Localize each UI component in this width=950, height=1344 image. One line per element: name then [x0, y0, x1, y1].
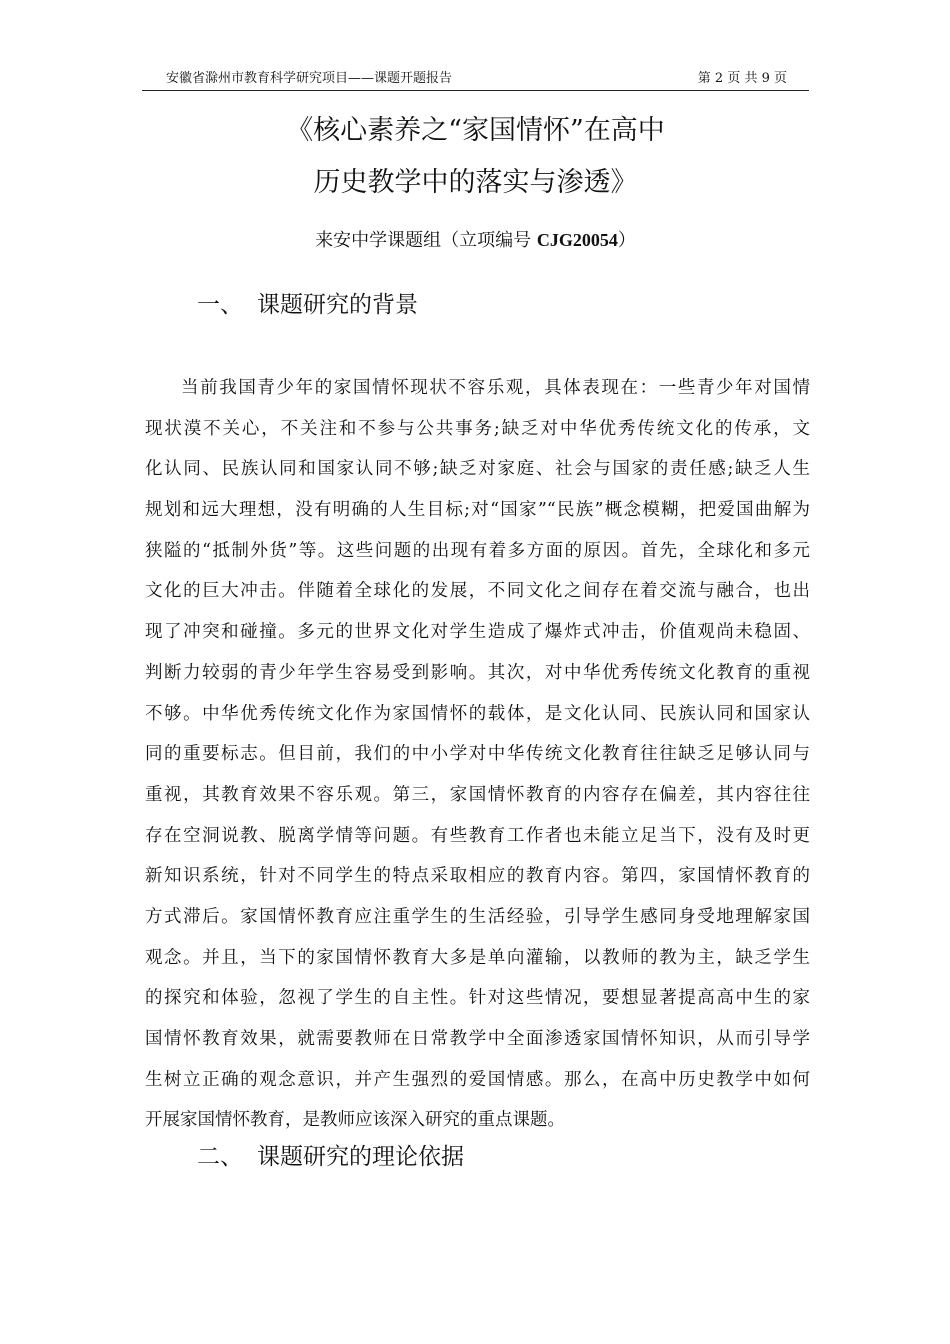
header-page-number: 第 2 页 共 9 页: [697, 71, 787, 86]
page-header: [142, 70, 809, 91]
subtitle-project-code: CJG20054: [536, 230, 618, 250]
paragraph-line: 的探究和体验，忽视了学生的自主性。针对这些情况，要想显著提高高中生的家: [145, 988, 810, 1009]
section-title: 课题研究的理论依据: [257, 1144, 464, 1170]
paragraph-line: 当前我国青少年的家国情怀现状不容乐观，具体表现在：一些青少年对国情: [181, 378, 810, 398]
paragraph-line: 生树立正确的观念意识，并产生强烈的爱国情感。那么，在高中历史教学中如何: [145, 1069, 810, 1090]
paragraph-line: 同的重要标志。但目前，我们的中小学对中华传统文化教育往往缺乏足够认同与: [145, 744, 810, 765]
paragraph-line: 文化的巨大冲击。伴随着全球化的发展，不同文化之间存在着交流与融合，也出: [145, 581, 810, 602]
background-paragraph: [145, 368, 810, 1141]
paragraph-line: 化认同、民族认同和国家认同不够;缺乏对家庭、社会与国家的责任感;缺乏人生: [145, 459, 810, 480]
paragraph-line: 国情怀教育效果，就需要教师在日常教学中全面渗透家国情怀知识，从而引导学: [145, 1029, 810, 1049]
paragraph-line: 重视，其教育效果不容乐观。第三，家国情怀教育的内容存在偏差，其内容往往: [145, 784, 810, 805]
paragraph-line: 方式滞后。家国情怀教育应注重学生的生活经验，引导学生感同身受地理解家国: [145, 906, 810, 927]
paragraph-line: 现状漠不关心，不关注和不参与公共事务;缺乏对中华优秀传统文化的传承，文: [145, 418, 810, 439]
section-title: 课题研究的背景: [257, 292, 418, 318]
document-title-line-2: 历史教学中的落实与渗透》: [313, 167, 638, 198]
document-title-line-1: 《核心素养之“家国情怀”在高中: [286, 115, 665, 146]
subtitle-prefix: 来安中学课题组（立项编号: [315, 230, 537, 251]
section-heading-theory: [197, 1142, 464, 1172]
header-project-label: 安徽省滁州市教育科学研究项目——课题开题报告: [166, 71, 453, 86]
paragraph-line: 新知识系统，针对不同学生的特点采取相应的教育内容。第四，家国情怀教育的: [145, 866, 810, 887]
paragraph-line: 规划和远大理想，没有明确的人生目标;对“国家”“民族”概念模糊，把爱国曲解为: [145, 500, 810, 521]
paragraph-line: 不够。中华优秀传统文化作为家国情怀的载体，是文化认同、民族认同和国家认: [145, 703, 810, 724]
paragraph-line: 存在空洞说教、脱离学情等问题。有些教育工作者也未能立足当下，没有及时更: [145, 825, 810, 846]
paragraph-line: 判断力较弱的青少年学生容易受到影响。其次，对中华优秀传统文化教育的重视: [145, 662, 810, 683]
paragraph-line: 狭隘的“抵制外货”等。这些问题的出现有着多方面的原因。首先，全球化和多元: [145, 540, 810, 561]
paragraph-line: 现了冲突和碰撞。多元的世界文化对学生造成了爆炸式冲击，价值观尚未稳固、: [145, 622, 810, 643]
document-subtitle: [142, 227, 809, 254]
paragraph-line: 开展家国情怀教育，是教师应该深入研究的重点课题。: [145, 1110, 565, 1131]
section-number: 一、: [197, 292, 243, 318]
section-heading-background: [197, 290, 418, 320]
subtitle-suffix: ）: [617, 230, 636, 251]
section-number: 二、: [197, 1144, 243, 1170]
paragraph-line: 观念。并且，当下的家国情怀教育大多是单向灌输，以教师的教为主，缺乏学生: [145, 947, 810, 968]
